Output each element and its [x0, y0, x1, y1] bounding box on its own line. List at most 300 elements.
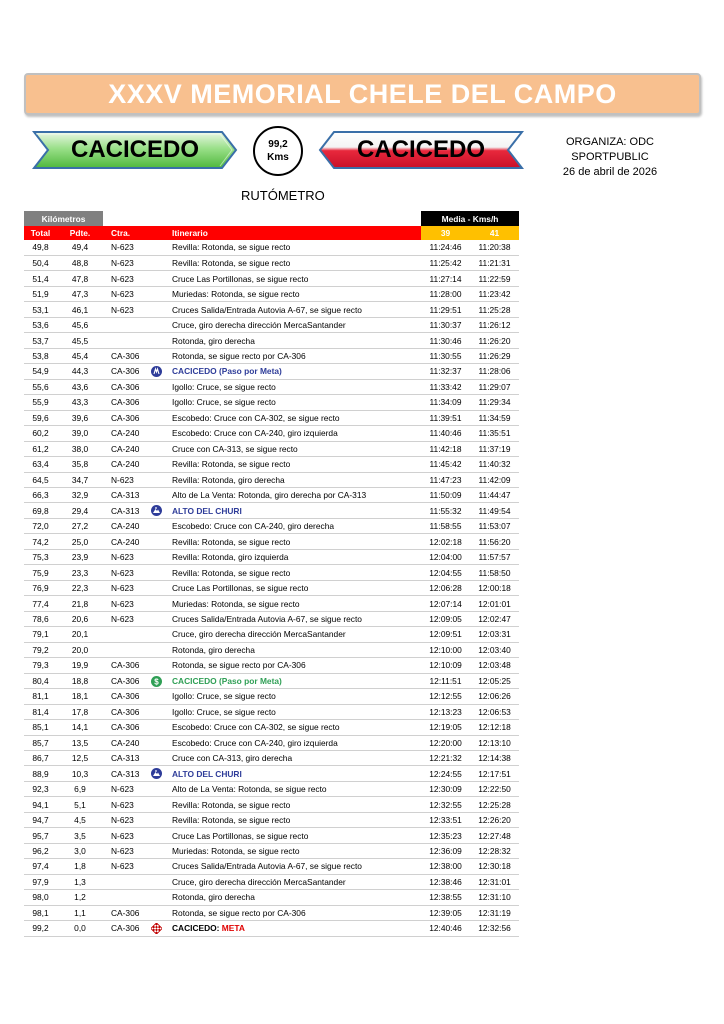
cell-itinerary [169, 518, 421, 533]
itinerary-text: Igollo: Cruce, se sigue recto [172, 706, 276, 717]
cell-time-speed-2: 12:03:31 [470, 627, 519, 642]
itinerary-text: Muriedas: Rotonda, se sigue recto [172, 598, 300, 609]
cell-road: N-623 [103, 611, 144, 626]
cell-time-speed-2: 12:05:25 [470, 673, 519, 688]
cell-time-speed-2: 12:26:20 [470, 812, 519, 827]
cell-icon [144, 642, 169, 657]
cell-total-km: 75,9 [24, 565, 57, 580]
cell-road: CA-306 [103, 379, 144, 394]
cell-icon [144, 441, 169, 456]
itinerary-text: Escobedo: Cruce con CA-240, giro izquierda [172, 428, 338, 439]
cell-time-speed-2: 11:49:54 [470, 503, 519, 518]
cell-pending-km: 49,4 [57, 240, 103, 255]
cell-time-speed-2: 12:03:40 [470, 642, 519, 657]
cell-total-km: 55,6 [24, 379, 57, 394]
svg-text:$: $ [154, 676, 159, 686]
cell-itinerary [169, 673, 421, 688]
cell-road: N-623 [103, 843, 144, 858]
cell-time-speed-2: 12:32:56 [470, 921, 519, 936]
cell-total-km: 64,5 [24, 472, 57, 487]
cell-time-speed-1: 12:30:09 [421, 781, 470, 796]
cell-road: CA-306 [103, 348, 144, 363]
cell-time-speed-2: 11:26:29 [470, 348, 519, 363]
cell-total-km: 69,8 [24, 503, 57, 518]
cell-total-km: 77,4 [24, 596, 57, 611]
cell-time-speed-2: 12:31:01 [470, 874, 519, 889]
table-row [24, 859, 519, 874]
finish-town-label: CACICEDO [356, 136, 485, 163]
cell-time-speed-2: 11:29:34 [470, 395, 519, 410]
cell-time-speed-2: 12:06:53 [470, 704, 519, 719]
cell-itinerary [169, 905, 421, 920]
cell-road: CA-306 [103, 921, 144, 936]
cell-time-speed-2: 12:13:10 [470, 735, 519, 750]
cell-total-km: 86,7 [24, 750, 57, 765]
cell-road: CA-306 [103, 658, 144, 673]
itinerary-text: Rotonda, giro derecha [172, 644, 255, 655]
cell-time-speed-1: 12:38:55 [421, 890, 470, 905]
itinerary-text: Cruces Salida/Entrada Autovia A-67, se sigue recto [172, 613, 362, 624]
cell-road: CA-240 [103, 441, 144, 456]
cell-icon [144, 457, 169, 472]
cell-icon [144, 410, 169, 425]
cell-itinerary [169, 240, 421, 255]
table-row [24, 333, 519, 348]
table-row [24, 302, 519, 317]
cell-time-speed-1: 11:24:46 [421, 240, 470, 255]
table-group-header [24, 211, 519, 226]
table-row [24, 255, 519, 270]
cell-road: CA-240 [103, 426, 144, 441]
cell-time-speed-2: 11:20:38 [470, 240, 519, 255]
cell-icon [144, 735, 169, 750]
cell-time-speed-2: 12:22:50 [470, 781, 519, 796]
cell-pending-km: 23,9 [57, 549, 103, 564]
cell-itinerary [169, 472, 421, 487]
cell-time-speed-1: 12:06:28 [421, 580, 470, 595]
cell-total-km: 80,4 [24, 673, 57, 688]
cell-road: N-623 [103, 828, 144, 843]
organizer-name: ORGANIZA: ODC SPORTPUBLIC [565, 136, 654, 163]
cell-icon [144, 797, 169, 812]
cell-time-speed-2: 11:56:20 [470, 534, 519, 549]
cell-pending-km: 20,6 [57, 611, 103, 626]
cell-icon [144, 286, 169, 301]
cell-pending-km: 29,4 [57, 503, 103, 518]
itinerary-text: Revilla: Rotonda, se sigue recto [172, 567, 291, 578]
itinerary-text: Revilla: Rotonda, se sigue recto [172, 536, 291, 547]
cell-pending-km: 1,3 [57, 874, 103, 889]
cell-icon [144, 720, 169, 735]
race-date: 26 de abril de 2026 [562, 166, 658, 178]
cell-pending-km: 39,6 [57, 410, 103, 425]
table-row [24, 750, 519, 765]
cell-icon [144, 255, 169, 270]
cell-pending-km: 46,1 [57, 302, 103, 317]
cell-pending-km: 19,9 [57, 658, 103, 673]
cell-total-km: 85,7 [24, 735, 57, 750]
cell-time-speed-1: 11:45:42 [421, 457, 470, 472]
itinerary-text: Rotonda, se sigue recto por CA-306 [172, 660, 306, 671]
cell-total-km: 97,4 [24, 859, 57, 874]
cell-road: CA-306 [103, 395, 144, 410]
itinerary-text: Revilla: Rotonda, se sigue recto [172, 815, 291, 826]
cell-road: N-623 [103, 596, 144, 611]
cell-time-speed-2: 11:28:06 [470, 364, 519, 379]
cell-road: CA-313 [103, 503, 144, 518]
table-row [24, 488, 519, 503]
table-row [24, 426, 519, 441]
itinerary-text: Rotonda, se sigue recto por CA-306 [172, 351, 306, 362]
itinerary-text: Revilla: Rotonda, se sigue recto [172, 242, 291, 253]
table-row [24, 472, 519, 487]
cell-road: N-623 [103, 472, 144, 487]
cell-icon [144, 240, 169, 255]
cell-itinerary [169, 766, 421, 781]
table-row [24, 518, 519, 533]
cell-time-speed-2: 11:25:28 [470, 302, 519, 317]
itinerary-text: Rotonda, se sigue recto por CA-306 [172, 907, 306, 918]
cell-road: CA-313 [103, 766, 144, 781]
cell-pending-km: 10,3 [57, 766, 103, 781]
itinerary-text: Revilla: Rotonda, giro izquierda [172, 552, 289, 563]
cell-pending-km: 47,3 [57, 286, 103, 301]
cell-road: N-623 [103, 781, 144, 796]
cell-total-km: 88,9 [24, 766, 57, 781]
cell-time-speed-2: 12:28:32 [470, 843, 519, 858]
cell-itinerary [169, 302, 421, 317]
cell-itinerary [169, 549, 421, 564]
table-column-header [24, 226, 519, 240]
itinerary-text: ALTO DEL CHURI [172, 505, 242, 516]
cell-road [103, 642, 144, 657]
page-subtitle: RUTÓMETRO [241, 188, 325, 203]
cell-time-speed-2: 11:40:32 [470, 457, 519, 472]
start-town-label: CACICEDO [70, 136, 199, 163]
itinerary-text: Revilla: Rotonda, giro derecha [172, 474, 285, 485]
cell-time-speed-1: 12:12:55 [421, 689, 470, 704]
cell-icon [144, 379, 169, 394]
cell-time-speed-2: 11:44:47 [470, 488, 519, 503]
cell-pending-km: 43,6 [57, 379, 103, 394]
cell-time-speed-1: 11:33:42 [421, 379, 470, 394]
cell-pending-km: 18,8 [57, 673, 103, 688]
cell-pending-km: 1,2 [57, 890, 103, 905]
itinerary-text: Revilla: Rotonda, se sigue recto [172, 258, 291, 269]
itinerary-text: Cruce con CA-313, se sigue recto [172, 443, 298, 454]
cell-time-speed-1: 12:19:05 [421, 720, 470, 735]
cell-itinerary [169, 921, 421, 936]
cell-time-speed-2: 11:22:59 [470, 271, 519, 286]
total-distance-badge [253, 126, 303, 176]
cell-itinerary [169, 255, 421, 270]
table-row [24, 797, 519, 812]
cell-time-speed-1: 11:42:18 [421, 441, 470, 456]
speed-1-header: 39 [421, 226, 470, 240]
itinerary-text: Cruce, giro derecha dirección MercaSantander [172, 320, 346, 331]
table-row [24, 286, 519, 301]
cell-road [103, 317, 144, 332]
cell-road: N-623 [103, 255, 144, 270]
cell-pending-km: 45,5 [57, 333, 103, 348]
cell-road: N-623 [103, 812, 144, 827]
cell-road: CA-306 [103, 905, 144, 920]
cell-total-km: 55,9 [24, 395, 57, 410]
cell-itinerary [169, 271, 421, 286]
cell-itinerary [169, 596, 421, 611]
itinerary-text: Escobedo: Cruce con CA-240, giro derecha [172, 521, 335, 532]
mountain-climb-icon [151, 768, 162, 779]
cell-itinerary [169, 364, 421, 379]
table-row [24, 580, 519, 595]
cell-total-km: 66,3 [24, 488, 57, 503]
cell-icon [144, 426, 169, 441]
itinerary-text: Escobedo: Cruce con CA-302, se sigue recto [172, 412, 340, 423]
cell-icon [144, 503, 169, 518]
cell-icon [144, 488, 169, 503]
cell-time-speed-2: 12:31:19 [470, 905, 519, 920]
cell-total-km: 75,3 [24, 549, 57, 564]
cell-total-km: 51,9 [24, 286, 57, 301]
cell-total-km: 81,4 [24, 704, 57, 719]
cell-total-km: 53,6 [24, 317, 57, 332]
cell-time-speed-2: 12:14:38 [470, 750, 519, 765]
table-row [24, 395, 519, 410]
cell-time-speed-1: 12:38:46 [421, 874, 470, 889]
table-row [24, 596, 519, 611]
cell-total-km: 51,4 [24, 271, 57, 286]
cell-time-speed-1: 12:13:23 [421, 704, 470, 719]
table-row [24, 689, 519, 704]
cell-itinerary [169, 812, 421, 827]
cell-time-speed-2: 11:26:12 [470, 317, 519, 332]
cell-total-km: 53,8 [24, 348, 57, 363]
cell-time-speed-1: 12:39:05 [421, 905, 470, 920]
cell-itinerary [169, 828, 421, 843]
cell-pending-km: 27,2 [57, 518, 103, 533]
cell-icon [144, 596, 169, 611]
itinerary-text: Cruce, giro derecha dirección MercaSantander [172, 629, 346, 640]
itinerary-text: Cruce Las Portillonas, se sigue recto [172, 830, 309, 841]
cell-time-speed-2: 11:29:07 [470, 379, 519, 394]
table-row [24, 890, 519, 905]
cell-itinerary [169, 735, 421, 750]
cell-time-speed-1: 12:20:00 [421, 735, 470, 750]
cell-pending-km: 47,8 [57, 271, 103, 286]
cell-itinerary [169, 348, 421, 363]
itinerary-text: Muriedas: Rotonda, se sigue recto [172, 846, 300, 857]
table-row [24, 735, 519, 750]
cell-time-speed-1: 12:33:51 [421, 812, 470, 827]
cell-icon [144, 658, 169, 673]
cell-icon [144, 859, 169, 874]
table-row [24, 704, 519, 719]
cell-time-speed-2: 12:25:28 [470, 797, 519, 812]
cell-pending-km: 48,8 [57, 255, 103, 270]
cell-time-speed-1: 12:38:00 [421, 859, 470, 874]
itinerary-text: ALTO DEL CHURI [172, 768, 242, 779]
itinerary-text: Cruce, giro derecha dirección MercaSantander [172, 876, 346, 887]
table-row [24, 441, 519, 456]
col-ctra-header: Ctra. [103, 226, 144, 240]
table-row [24, 843, 519, 858]
finish-flag-icon [151, 923, 162, 934]
cell-icon [144, 673, 169, 688]
cell-icon [144, 395, 169, 410]
itinerary-text: Cruce Las Portillonas, se sigue recto [172, 273, 309, 284]
cell-total-km: 53,7 [24, 333, 57, 348]
cell-time-speed-2: 12:02:47 [470, 611, 519, 626]
cell-time-speed-2: 11:57:57 [470, 549, 519, 564]
cell-itinerary [169, 874, 421, 889]
cell-time-speed-1: 12:10:00 [421, 642, 470, 657]
cell-itinerary [169, 704, 421, 719]
cell-road: N-623 [103, 302, 144, 317]
cell-time-speed-1: 12:36:09 [421, 843, 470, 858]
cell-road: N-623 [103, 580, 144, 595]
cell-pending-km: 1,1 [57, 905, 103, 920]
itinerary-text: Alto de La Venta: Rotonda, giro derecha por CA-313 [172, 490, 367, 501]
cell-time-speed-2: 12:00:18 [470, 580, 519, 595]
col-total-header: Total [24, 226, 57, 240]
cell-icon [144, 874, 169, 889]
cell-itinerary [169, 503, 421, 518]
cell-time-speed-1: 12:02:18 [421, 534, 470, 549]
table-row [24, 534, 519, 549]
cell-pending-km: 22,3 [57, 580, 103, 595]
cell-itinerary [169, 317, 421, 332]
cell-pending-km: 35,8 [57, 457, 103, 472]
cell-icon [144, 766, 169, 781]
itinerary-text: Escobedo: Cruce con CA-302, se sigue recto [172, 722, 340, 733]
cell-road [103, 874, 144, 889]
itinerary-text: Cruces Salida/Entrada Autovia A-67, se sigue recto [172, 304, 362, 315]
cell-road: N-623 [103, 549, 144, 564]
cell-pending-km: 20,0 [57, 642, 103, 657]
itinerary-text: Revilla: Rotonda, se sigue recto [172, 459, 291, 470]
cell-total-km: 79,3 [24, 658, 57, 673]
cell-time-speed-1: 11:29:51 [421, 302, 470, 317]
table-row [24, 627, 519, 642]
distance-unit: Kms [267, 152, 289, 163]
itinerary-text: CACICEDO: [172, 923, 222, 934]
cell-time-speed-1: 11:39:51 [421, 410, 470, 425]
cell-time-speed-1: 12:24:55 [421, 766, 470, 781]
cell-pending-km: 1,8 [57, 859, 103, 874]
cell-road: CA-306 [103, 704, 144, 719]
cell-total-km: 74,2 [24, 534, 57, 549]
cell-icon [144, 348, 169, 363]
cell-total-km: 79,2 [24, 642, 57, 657]
itinerary-text: Alto de La Venta: Rotonda, se sigue recto [172, 784, 327, 795]
itinerary-text: Igollo: Cruce, se sigue recto [172, 381, 276, 392]
cell-itinerary [169, 720, 421, 735]
cell-icon [144, 843, 169, 858]
itinerary-text: Cruces Salida/Entrada Autovia A-67, se sigue recto [172, 861, 362, 872]
cell-pending-km: 45,4 [57, 348, 103, 363]
cell-time-speed-1: 11:34:09 [421, 395, 470, 410]
cell-pending-km: 3,0 [57, 843, 103, 858]
cell-road: CA-240 [103, 518, 144, 533]
cell-pending-km: 3,5 [57, 828, 103, 843]
cell-total-km: 94,7 [24, 812, 57, 827]
cell-total-km: 96,2 [24, 843, 57, 858]
cell-pending-km: 21,8 [57, 596, 103, 611]
cell-icon [144, 302, 169, 317]
cell-time-speed-2: 12:12:18 [470, 720, 519, 735]
cell-pending-km: 23,3 [57, 565, 103, 580]
table-row [24, 410, 519, 425]
cell-pending-km: 0,0 [57, 921, 103, 936]
cell-time-speed-2: 12:03:48 [470, 658, 519, 673]
cell-icon [144, 890, 169, 905]
cell-icon [144, 828, 169, 843]
speed-2-header: 41 [470, 226, 519, 240]
cell-total-km: 78,6 [24, 611, 57, 626]
media-group-header: Media - Kms/h [421, 211, 519, 226]
table-row [24, 565, 519, 580]
cell-time-speed-1: 12:10:09 [421, 658, 470, 673]
cell-pending-km: 14,1 [57, 720, 103, 735]
cell-time-speed-1: 12:04:55 [421, 565, 470, 580]
table-row [24, 828, 519, 843]
cell-road [103, 333, 144, 348]
table-row [24, 874, 519, 889]
cell-itinerary [169, 781, 421, 796]
cell-road: N-623 [103, 240, 144, 255]
cell-road: CA-313 [103, 488, 144, 503]
title-banner [24, 73, 701, 115]
cell-total-km: 76,9 [24, 580, 57, 595]
cell-time-speed-1: 12:21:32 [421, 750, 470, 765]
cell-icon [144, 518, 169, 533]
cell-time-speed-1: 12:04:00 [421, 549, 470, 564]
cell-road: CA-306 [103, 673, 144, 688]
table-row [24, 766, 519, 781]
cell-time-speed-2: 11:26:20 [470, 333, 519, 348]
itinerary-text: Igollo: Cruce, se sigue recto [172, 691, 276, 702]
table-row [24, 271, 519, 286]
finish-location-badge [318, 130, 524, 170]
cell-total-km: 97,9 [24, 874, 57, 889]
cell-time-speed-1: 11:28:00 [421, 286, 470, 301]
cell-total-km: 53,1 [24, 302, 57, 317]
table-row [24, 348, 519, 363]
cell-itinerary [169, 395, 421, 410]
itinerary-text: Escobedo: Cruce con CA-240, giro izquierda [172, 737, 338, 748]
itinerary-text: CACICEDO (Paso por Meta) [172, 366, 282, 377]
table-row [24, 611, 519, 626]
cell-road: N-623 [103, 286, 144, 301]
cell-total-km: 72,0 [24, 518, 57, 533]
table-row [24, 457, 519, 472]
cell-icon [144, 565, 169, 580]
cell-total-km: 98,0 [24, 890, 57, 905]
cell-time-speed-2: 12:31:10 [470, 890, 519, 905]
cell-total-km: 50,4 [24, 255, 57, 270]
cell-road: N-623 [103, 565, 144, 580]
itinerary-text: Cruce Las Portillonas, se sigue recto [172, 583, 309, 594]
cell-pending-km: 18,1 [57, 689, 103, 704]
cell-icon [144, 549, 169, 564]
table-row [24, 642, 519, 657]
cell-total-km: 92,3 [24, 781, 57, 796]
table-row [24, 240, 519, 255]
cell-pending-km: 17,8 [57, 704, 103, 719]
col-itinerario-header: Itinerario [169, 226, 421, 240]
col-pdte-header: Pdte. [57, 226, 103, 240]
cell-itinerary [169, 642, 421, 657]
